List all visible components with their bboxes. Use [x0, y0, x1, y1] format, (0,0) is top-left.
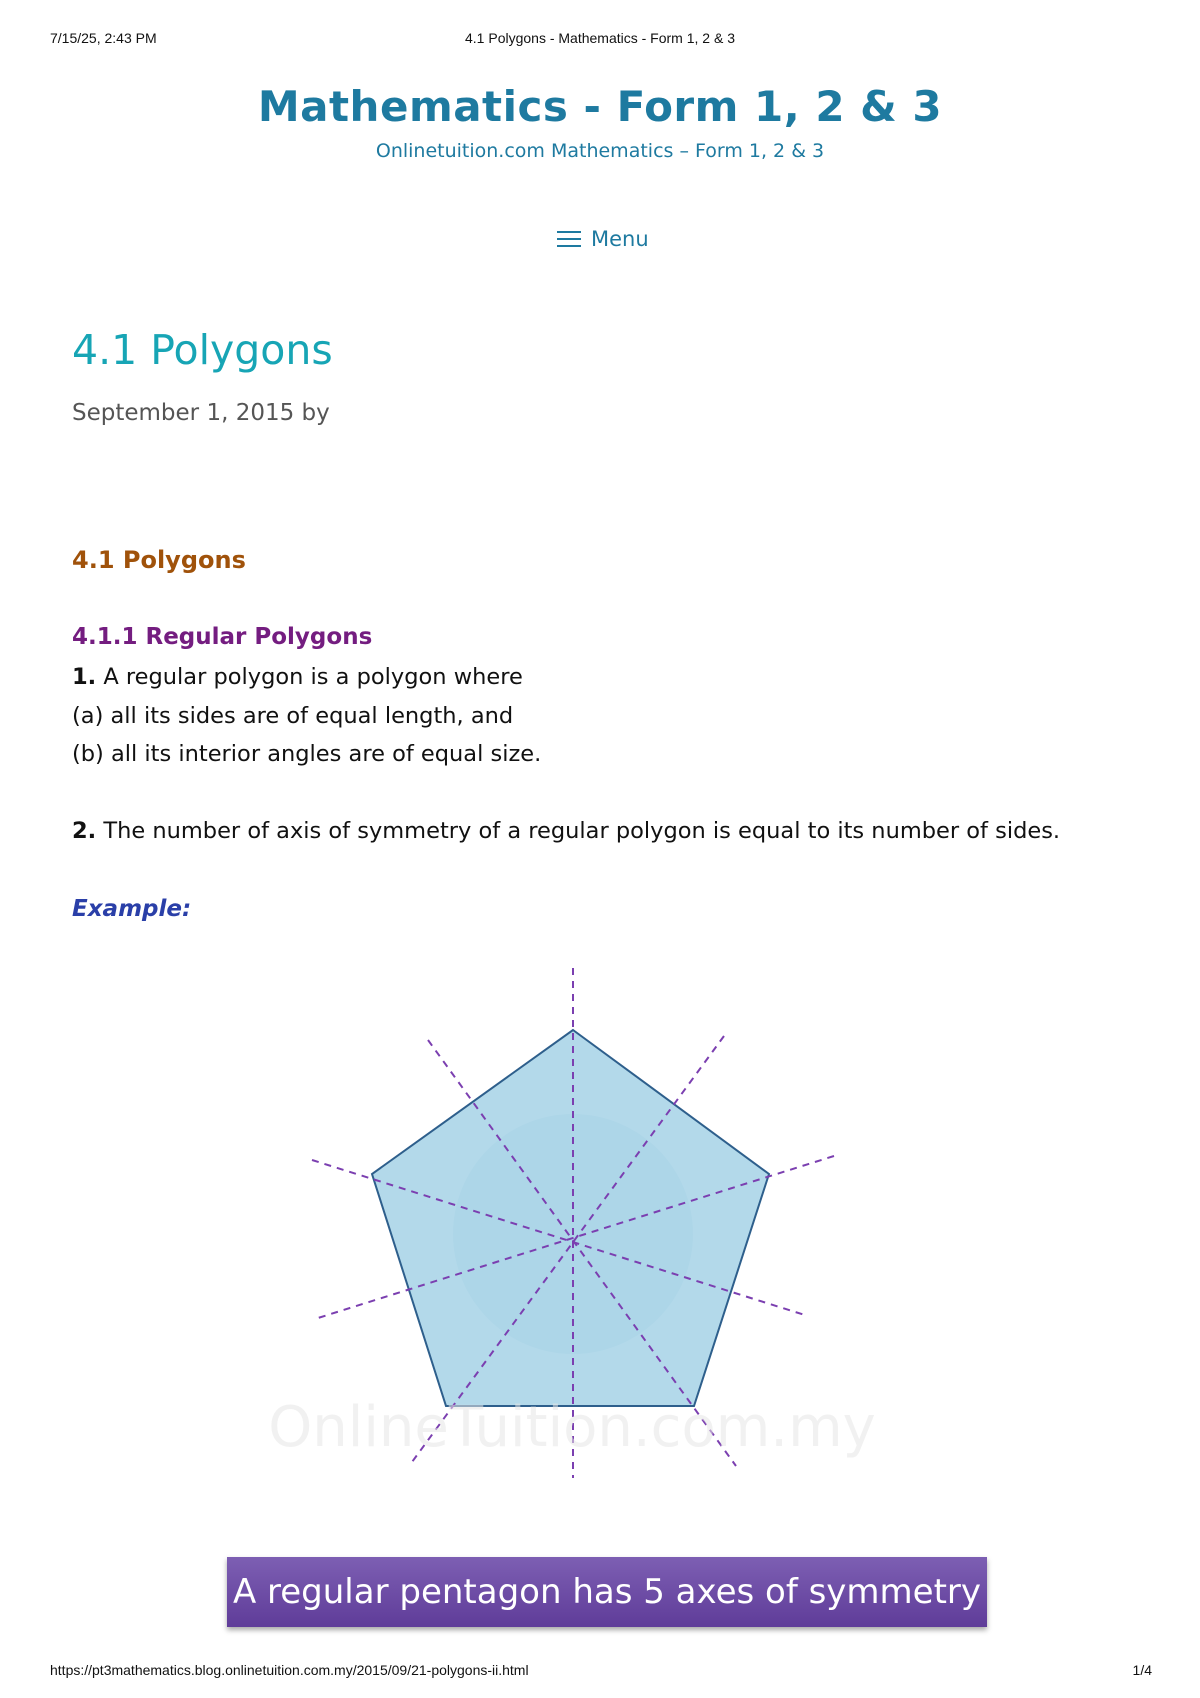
- print-url: https://pt3mathematics.blog.onlinetuition.com.my/2015/09/21-polygons-ii.html: [50, 1662, 529, 1678]
- subsection-heading: 4.1.1 Regular Polygons: [72, 624, 373, 650]
- point-1b: (b) all its interior angles are of equal size.: [72, 741, 542, 767]
- print-header: [0, 30, 1200, 50]
- point-1a: (a) all its sides are of equal length, and: [72, 703, 514, 729]
- point-1-number: 1.: [72, 664, 97, 690]
- point-2-text: The number of axis of symmetry of a regular polygon is equal to its number of sides.: [96, 818, 1061, 844]
- regular-pentagon: [372, 1030, 769, 1406]
- page-title: 4.1 Polygons: [72, 326, 333, 374]
- print-datetime: 7/15/25, 2:43 PM: [50, 30, 157, 46]
- point-1: [72, 664, 523, 690]
- hamburger-icon: [557, 231, 581, 248]
- menu-button[interactable]: [557, 224, 649, 254]
- print-footer: [0, 1662, 1200, 1682]
- site-description: Onlinetuition.com Mathematics – Form 1, 2 & 3: [375, 140, 825, 162]
- example-label: Example:: [72, 896, 192, 922]
- post-meta: September 1, 2015 by: [72, 400, 330, 426]
- point-1-text: A regular polygon is a polygon where: [96, 664, 523, 690]
- pentagon-figure: [268, 958, 876, 1488]
- point-2: [72, 818, 1060, 844]
- print-document-title: 4.1 Polygons - Mathematics - Form 1, 2 & 3: [465, 30, 735, 46]
- site-title[interactable]: Mathematics - Form 1, 2 & 3: [257, 82, 943, 131]
- figure-caption: A regular pentagon has 5 axes of symmetry: [227, 1557, 987, 1627]
- page-number: 1/4: [1132, 1662, 1152, 1678]
- point-2-number: 2.: [72, 818, 97, 844]
- section-heading: 4.1 Polygons: [72, 546, 246, 574]
- menu-label: Menu: [591, 227, 649, 251]
- watermark-text: OnlineTuition.com.my: [268, 1395, 876, 1460]
